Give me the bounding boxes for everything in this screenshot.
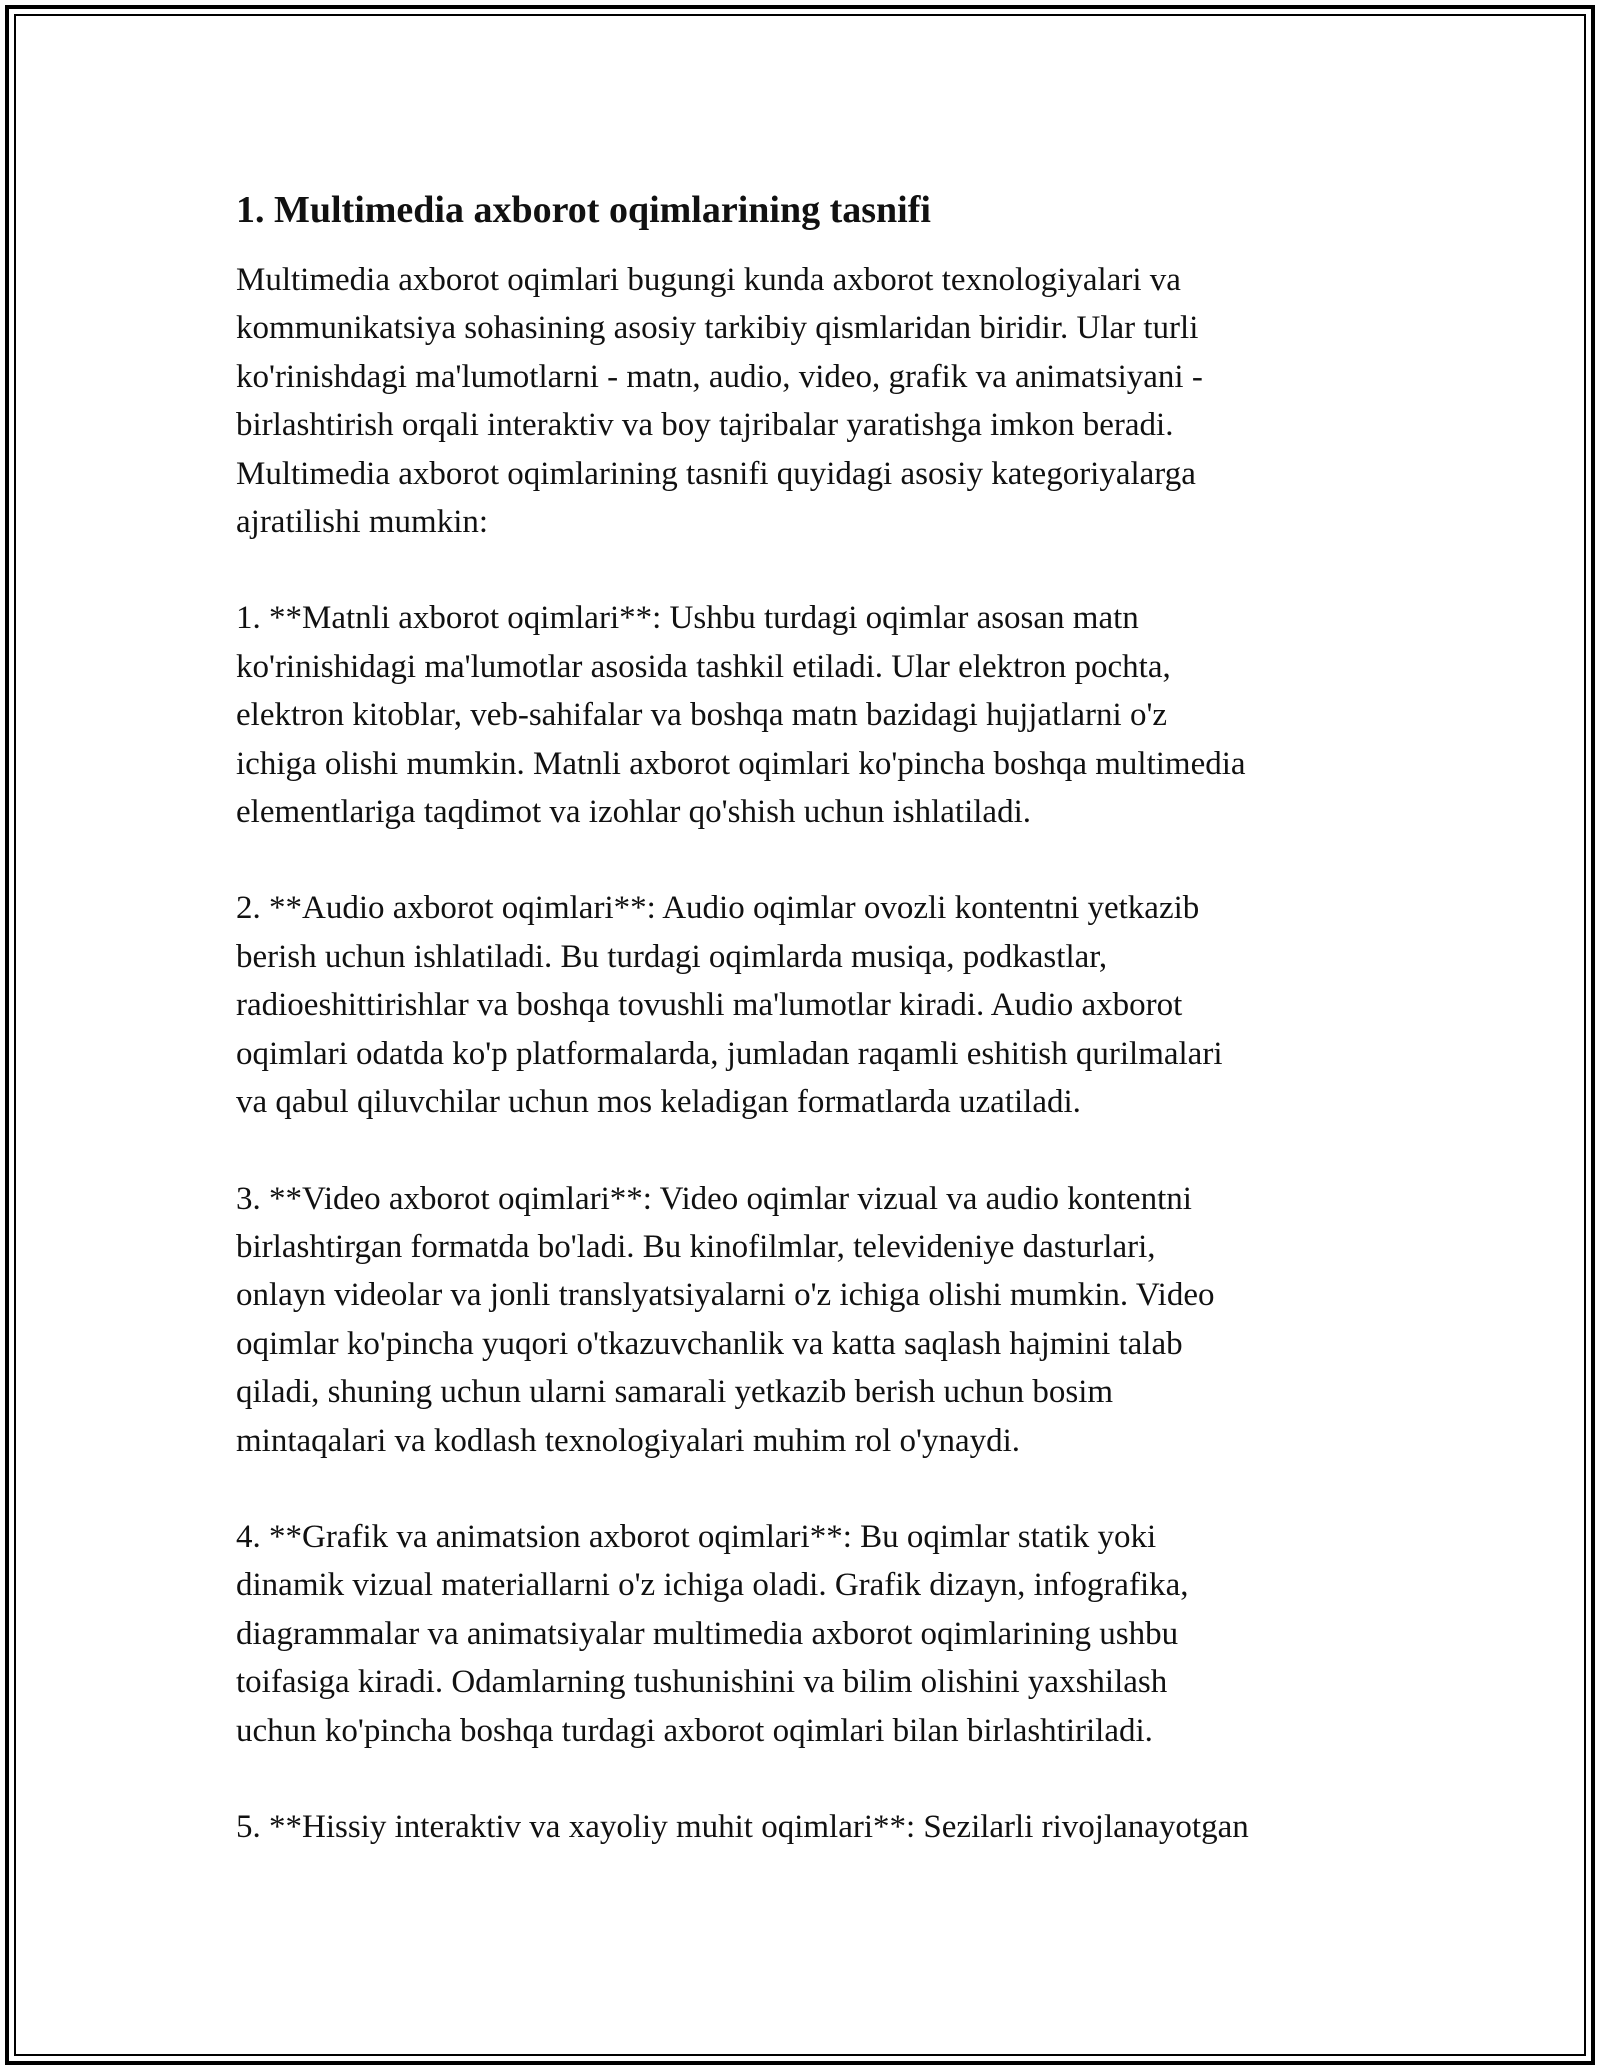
document-body (236, 184, 1366, 1899)
intro-paragraph: Multimedia axborot oqimlari bugungi kunda axborot texnologiyalari va kommunikatsiya sohasining asosiy tarkibiy qismlaridan biridir. Ular turli ko'rinishdagi ma'lumotlarni - matn, audio, video, grafik va animatsiyani - birlashtirish orqali interaktiv va boy tajribalar yaratishga imkon beradi. Multimedia axborot oqimlarining tasnifi quyidagi asosiy kategoriyalarga ajratilishi mumkin: (236, 262, 1203, 541)
list-item-audio-streams: 2. **Audio axborot oqimlari**: Audio oqimlar ovozli kontentni yetkazib berish uchun ishlatiladi. Bu turdagi oqimlarda musiqa, podkastlar, radioeshittirishlar va boshqa tovushli ma'lumotlar kiradi. Audio axborot oqimlari odatda ko'p platformalarda, jumladan raqamli eshitish qurilmalari va qabul qiluvchilar uchun mos keladigan formatlarda uzatiladi. (236, 890, 1223, 1121)
list-item-interactive-streams: 5. **Hissiy interaktiv va xayoliy muhit oqimlari**: Sezilarli rivojlanayotgan (236, 1808, 1249, 1845)
list-item-graphic-streams: 4. **Grafik va animatsion axborot oqimlari**: Bu oqimlar statik yoki dinamik vizual materiallarni o'z ichiga oladi. Grafik dizayn, infografika, diagrammalar va animatsiyalar multimedia axborot oqimlarining ushbu toifasiga kiradi. Odamlarning tushunishini va bilim olishini yaxshilash uchun ko'pincha boshqa turdagi axborot oqimlari bilan birlashtiriladi. (236, 1518, 1189, 1749)
section-heading: 1. Multimedia axborot oqimlarining tasnifi (236, 189, 931, 231)
list-item-video-streams: 3. **Video axborot oqimlari**: Video oqimlar vizual va audio kontentni birlashtirgan formatda bo'ladi. Bu kinofilmlar, televideniye dasturlari, onlayn videolar va jonli translyatsiyalarni o'z ichiga olishi mumkin. Video oqimlar ko'pincha yuqori o'tkazuvchanlik va katta saqlash hajmini talab qiladi, shuning uchun ularni samarali yetkazib berish uchun bosim mintaqalari va kodlash texnologiyalari muhim rol o'ynaydi. (236, 1180, 1215, 1459)
list-item-text-streams: 1. **Matnli axborot oqimlari**: Ushbu turdagi oqimlar asosan matn ko'rinishidagi ma'lumotlar asosida tashkil etiladi. Ular elektron pochta, elektron kitoblar, veb-sahifalar va boshqa matn bazidagi hujjatlarni o'z ichiga olishi mumkin. Matnli axborot oqimlari ko'pincha boshqa multimedia elementlariga taqdimot va izohlar qo'shish uchun ishlatiladi. (236, 600, 1246, 831)
